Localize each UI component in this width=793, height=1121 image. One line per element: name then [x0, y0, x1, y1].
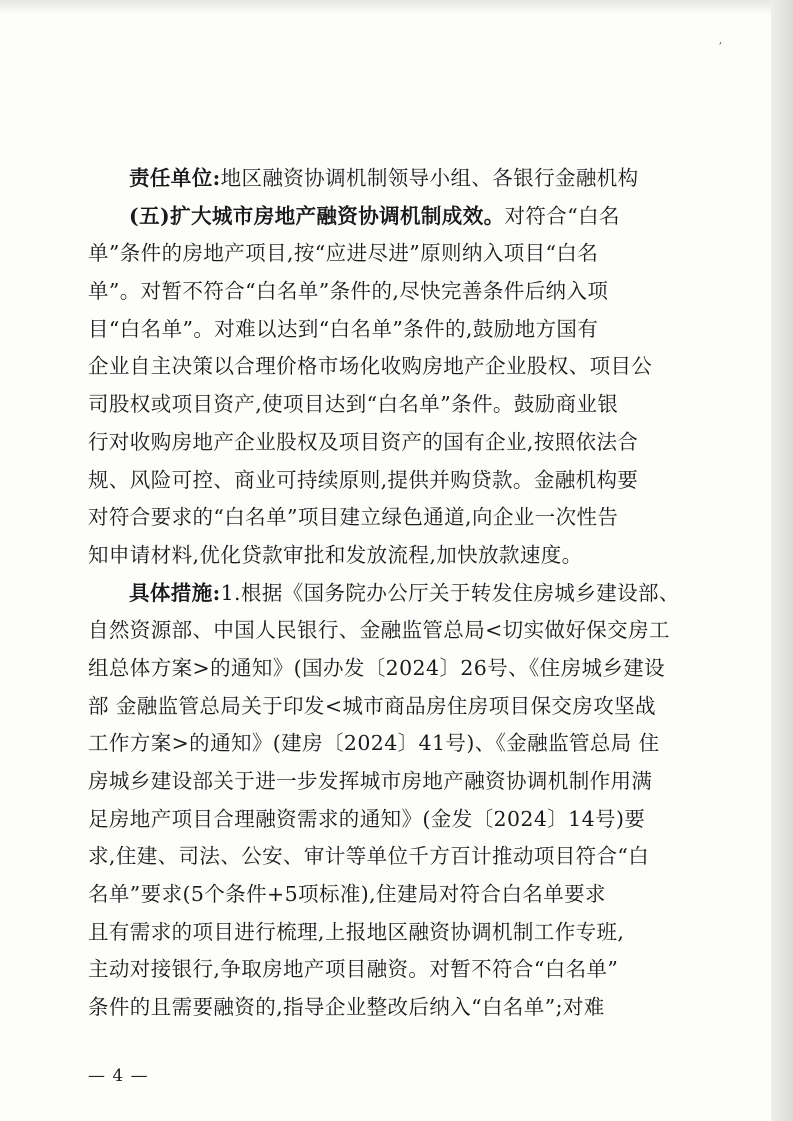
text-line	[88, 198, 688, 236]
text-line-content: 部 金融监管总局关于印发<城市商品房住房项目保交房攻坚战	[88, 693, 656, 718]
text-line-lead: 责任单位:	[129, 166, 221, 190]
text-line	[88, 725, 688, 763]
text-line	[88, 876, 688, 914]
text-line-content: 规、风险可控、商业可持续原则,提供并购贷款。金融机构要	[88, 467, 639, 492]
text-line-lead: 具体措施:	[129, 580, 221, 605]
text-line	[88, 650, 688, 688]
text-line-content: 对符合要求的“白名单”项目建立绿色通道,向企业一次性告	[88, 505, 619, 530]
text-line-content: 组总体方案>的通知》(国办发〔2024〕26号、《住房城乡建设	[88, 655, 666, 680]
text-line-content: 求,住建、司法、公安、审计等单位千方百计推动项目符合“白	[88, 844, 650, 869]
text-line-content: 自然资源部、中国人民银行、金融监管总局<切实做好保交房工	[88, 618, 670, 643]
document-body	[88, 160, 688, 1027]
text-line	[88, 612, 688, 650]
text-line	[88, 235, 688, 273]
text-line	[88, 914, 688, 952]
text-line-content: 单”。对暂不符合“白名单”条件的,尽快完善条件后纳入项	[88, 279, 609, 304]
text-line-content: 单”条件的房地产项目,按“应进尽进”原则纳入项目“白名	[88, 241, 599, 266]
text-line-content: 行对收购房地产企业股权及项目资产的国有企业,按照依法合	[88, 429, 639, 454]
text-line-content: 主动对接银行,争取房地产项目融资。对暂不符合“白名单”	[88, 957, 619, 982]
text-line	[88, 951, 688, 989]
text-line-content: 足房地产项目合理融资需求的通知》(金发〔2024〕14号)要	[88, 806, 646, 831]
text-line-content: 司股权或项目资产,使项目达到“白名单”条件。鼓励商业银	[88, 392, 619, 417]
text-line-content: 1.根据《国务院办公厅关于转发住房城乡建设部、	[220, 580, 680, 605]
text-line-content: 对符合“白名	[504, 203, 620, 228]
scan-edge-top	[0, 0, 793, 14]
text-line-content: 工作方案>的通知》(建房〔2024〕41号)、《金融监管总局 住	[88, 731, 660, 756]
text-line-content: 条件的且需要融资的,指导企业整改后纳入“白名单”;对难	[88, 995, 605, 1020]
page-number: — 4 —	[88, 1066, 149, 1086]
text-line	[88, 386, 688, 424]
text-line	[88, 537, 688, 575]
text-line	[88, 462, 688, 500]
text-line-content: 地区融资协调机制领导小组、各银行金融机构	[220, 166, 639, 190]
text-line	[88, 763, 688, 801]
text-line-content: 企业自主决策以合理价格市场化收购房地产企业股权、项目公	[88, 354, 653, 379]
text-line	[88, 688, 688, 726]
text-line	[88, 311, 688, 349]
text-line	[88, 801, 688, 839]
text-line	[88, 838, 688, 876]
text-line-content: 房城乡建设部关于进一步发挥城市房地产融资协调机制作用满	[88, 769, 653, 793]
text-line	[88, 424, 688, 462]
text-line	[88, 989, 688, 1027]
text-line	[88, 499, 688, 537]
text-line	[88, 575, 688, 613]
text-line	[88, 348, 688, 386]
text-line	[88, 160, 688, 198]
text-line-content: 目“白名单”。对难以达到“白名单”条件的,鼓励地方国有	[88, 316, 599, 341]
text-line	[88, 273, 688, 311]
text-line-content: 知申请材料,优化贷款审批和发放流程,加快放款速度。	[88, 542, 583, 567]
scan-mark: ʼ	[718, 40, 722, 54]
text-line-content: 且有需求的项目进行梳理,上报地区融资协调机制工作专班,	[88, 919, 625, 944]
text-line-content: 名单”要求(5个条件+5项标准),住建局对符合白名单要求	[88, 882, 606, 907]
text-line-lead: (五)扩大城市房地产融资协调机制成效。	[129, 203, 505, 228]
scan-edge-right	[771, 0, 793, 1121]
